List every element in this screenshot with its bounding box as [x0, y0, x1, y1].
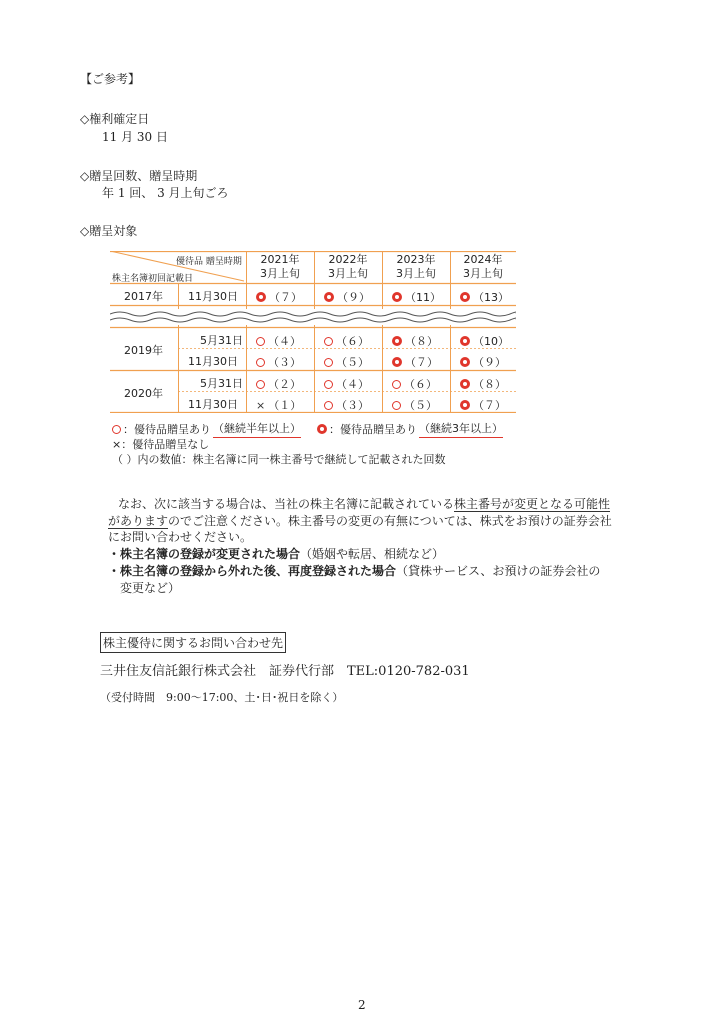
table-cell-mark [460, 354, 506, 370]
cell-count: （５） [404, 399, 437, 412]
filled-circle-icon [392, 292, 402, 302]
table-cell-mark [460, 376, 506, 392]
table-cell-mark [324, 289, 370, 305]
row-year-2019: 2019年 [124, 344, 163, 357]
legend-open-label: ：優待品贈呈あり [123, 423, 211, 436]
column-header [246, 253, 314, 281]
row-year-2020: 2020年 [124, 387, 163, 400]
filled-circle-icon [460, 379, 470, 389]
notice-line-1 [118, 495, 610, 512]
cross-icon: × [112, 438, 122, 451]
benefit-schedule-table [110, 251, 516, 413]
filled-circle-icon [317, 424, 327, 434]
open-circle-icon [112, 425, 121, 434]
legend-cross-label: ：優待品贈呈なし [121, 438, 210, 451]
column-header [450, 253, 516, 281]
column-year: 2023年 [396, 253, 436, 266]
legend-row-3 [112, 451, 446, 467]
cell-count: （９） [337, 291, 370, 304]
contact-company-line: 三井住友信託銀行株式会社 証券代行部 TEL:0120-782-031 [100, 664, 470, 679]
open-circle-icon [324, 358, 333, 367]
row-year-2017: 2017年 [124, 290, 163, 303]
filled-circle-icon [392, 336, 402, 346]
record-date-value: 11 月 30 日 [102, 130, 168, 144]
notice-bullet-1 [108, 545, 444, 562]
table-cell-mark [392, 354, 438, 370]
cell-count: （８） [405, 335, 438, 348]
filled-circle-icon [460, 400, 470, 410]
record-date-label: ◇権利確定日 [80, 112, 150, 126]
table-cell-mark [256, 354, 301, 370]
notice-line-3: にお問い合わせください。 [108, 530, 253, 544]
cell-count: （９） [473, 356, 506, 369]
row-date: 5月31日 [200, 334, 243, 347]
filled-circle-icon [460, 357, 470, 367]
legend-row-2 [112, 436, 209, 452]
table-cell-mark [460, 397, 506, 413]
bullet-bold: ・株主名簿の登録から外れた後、再度登録された場合 [108, 564, 397, 578]
cell-count: （７） [473, 399, 506, 412]
cross-icon: × [256, 398, 266, 412]
target-label: ◇贈呈対象 [80, 224, 138, 238]
table-cell-mark [460, 333, 509, 349]
filled-circle-icon [392, 357, 402, 367]
legend-paren-label: 内の数値：株主名簿に同一株主番号で継続して記載された回数 [137, 453, 446, 466]
bullet-rest: （婚姻や転居、相続など） [300, 547, 445, 561]
column-sub: 3月上旬 [463, 267, 503, 280]
cell-count: （２） [268, 378, 301, 391]
contact-hours: （受付時間 9:00～17:00、土･日･祝日を除く） [100, 691, 344, 704]
row-date: 11月30日 [188, 355, 238, 368]
cell-count: （３） [336, 399, 369, 412]
corner-header-bottom: 株主名簿初回記載日 [112, 274, 194, 284]
notice-underlined: があります [108, 514, 169, 528]
notice-text: なお、次に該当する場合は、当社の株主名簿に記載されている [118, 497, 455, 511]
cell-count: （７） [405, 356, 438, 369]
corner-header-top: 優待品 贈呈時期 [176, 257, 242, 267]
paren-mark: （ ） [112, 453, 138, 466]
open-circle-icon [324, 401, 333, 410]
table-cell-mark [324, 376, 369, 392]
table-cell-mark [392, 376, 437, 392]
contact-box-label: 株主優待に関するお問い合わせ先 [100, 632, 286, 653]
cell-count: （７） [269, 291, 302, 304]
open-circle-icon [324, 337, 333, 346]
notice-bullet-2-cont: 変更など） [120, 581, 181, 595]
column-year: 2021年 [260, 253, 300, 266]
table-cell-mark [392, 289, 441, 305]
column-year: 2022年 [328, 253, 368, 266]
filled-circle-icon [256, 292, 266, 302]
filled-circle-icon [460, 292, 470, 302]
column-header [314, 253, 382, 281]
table-cell-mark [324, 397, 369, 413]
cell-count: （８） [473, 378, 506, 391]
table-cell-mark [256, 289, 302, 305]
frequency-value: 年 1 回、 3 月上旬ごろ [102, 186, 229, 200]
open-circle-icon [256, 380, 265, 389]
cell-count: （６） [404, 378, 437, 391]
page-number: 2 [358, 998, 366, 1012]
reference-heading: 【ご参考】 [80, 72, 141, 86]
filled-circle-icon [324, 292, 334, 302]
table-cell-mark [256, 333, 301, 349]
bullet-bold: ・株主名簿の登録が変更された場合 [108, 547, 301, 561]
notice-text: のでご注意ください。株主番号の変更の有無については、株式をお預けの証券会社 [168, 514, 612, 528]
notice-line-2 [108, 512, 612, 529]
table-cell-mark [392, 333, 438, 349]
cell-count: （11） [405, 291, 441, 304]
cell-count: （６） [336, 335, 369, 348]
row-date: 5月31日 [200, 377, 243, 390]
table-cell-mark [460, 289, 509, 305]
table-cell-mark [392, 397, 437, 413]
table-cell-mark [324, 354, 369, 370]
open-circle-icon [256, 358, 265, 367]
legend-filled-note: （継続3年以上） [419, 420, 503, 438]
table-cell-mark [256, 376, 301, 392]
notice-underlined: 株主番号が変更となる可能性 [454, 497, 611, 511]
legend-open-note: （継続半年以上） [213, 420, 301, 438]
cell-count: （10） [473, 335, 509, 348]
cell-count: （５） [336, 356, 369, 369]
cell-count: （13） [473, 291, 509, 304]
filled-circle-icon [460, 336, 470, 346]
bullet-rest: （貸株サービス、お預けの証券会社の [396, 564, 601, 578]
cell-count: （４） [336, 378, 369, 391]
open-circle-icon [324, 380, 333, 389]
table-cell-mark [324, 333, 369, 349]
table-cell-mark [256, 397, 301, 413]
notice-bullet-2 [108, 562, 600, 579]
legend-filled-label: ：優待品贈呈あり [329, 423, 417, 436]
row-date: 11月30日 [188, 398, 238, 411]
column-sub: 3月上旬 [396, 267, 436, 280]
column-sub: 3月上旬 [328, 267, 368, 280]
column-sub: 3月上旬 [260, 267, 300, 280]
cell-count: （１） [268, 399, 302, 412]
open-circle-icon [392, 401, 401, 410]
cell-count: （３） [268, 356, 301, 369]
open-circle-icon [392, 380, 401, 389]
column-header [382, 253, 450, 281]
open-circle-icon [256, 337, 265, 346]
cell-count: （４） [268, 335, 301, 348]
frequency-label: ◇贈呈回数、贈呈時期 [80, 169, 198, 183]
row-date: 11月30日 [188, 290, 238, 303]
column-year: 2024年 [463, 253, 503, 266]
